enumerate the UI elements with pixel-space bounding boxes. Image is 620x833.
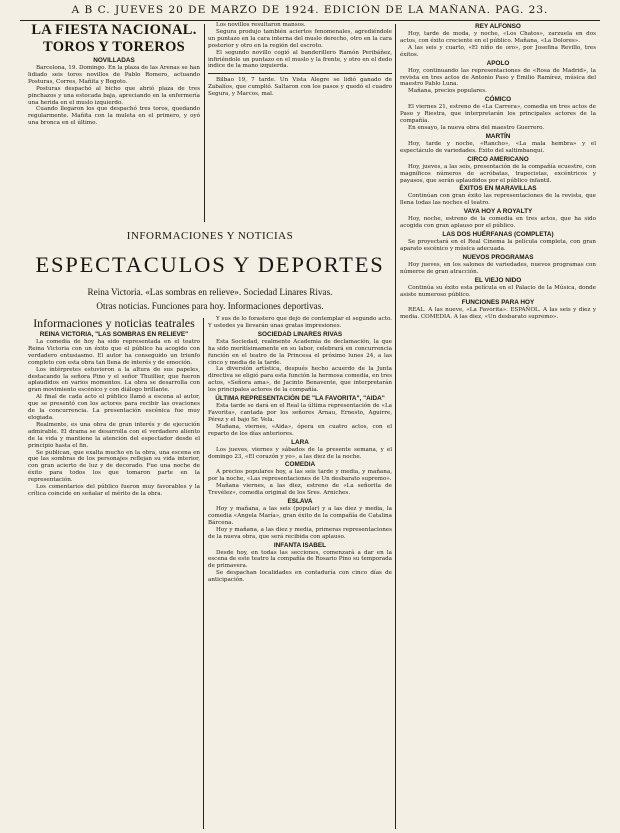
article-para: Los intérpretes estuvieron a la altura de sus papeles, destacando la señora Pino y el señor Thuillier, que fueron aplaudidos en varios momentos. La obra se desarrolla con gran movimiento escénico y con diálogo brillante. <box>28 366 200 394</box>
article-para: A las seis y cuarto, «El niño de oro», por Josefina Revillo, tres éxitos. <box>400 44 596 58</box>
index-line-1: Reina Victoria. «Las sombras en relieve». Sociedad Linares Rivas. <box>87 287 333 297</box>
article-para: La diversión artística, después hecho acuerdo de la Junta directiva se eligió para esta función la hermosa comedia, en tres actos, «Señora ama», de Jacinto Benavente, que interpretarán los principales actores de la compañía. <box>208 366 392 394</box>
item-heading: COMEDIA <box>284 461 316 469</box>
bullfight-para: Cuando llegaron los que despachó tres toros, quedando regularmente. Mañita con la muleta en el primero, y oyó una bronca en el último. <box>28 106 200 127</box>
index-line-2: Otras noticias. Funciones para hoy. Informaciones deportivas. <box>96 301 324 311</box>
theatre-news-title: Informaciones y noticias teatrales <box>33 316 195 330</box>
bullfight-subtitle: NOVILLADAS <box>93 57 135 64</box>
item-heading: LAS DOS HUÉRFANAS (COMPLETA) <box>442 231 554 239</box>
bullfight-para: Segura produjo también aciertos fenomenales, agrediéndole un puntazo en la cara interna del muslo derecho, otro en la cara posterior y otro en la región del escroto. <box>208 28 392 49</box>
article-para: Continúan con gran éxito las representaciones de la revista, que llena todas las noches el teatro. <box>400 193 596 207</box>
item-heading: ÉXITOS EN MARAVILLAS <box>459 185 537 193</box>
item-heading: NUEVOS PROGRAMAS <box>462 253 534 261</box>
article-para: Esta tarde se dará en el Real la última representación de «La Favorita», cantada por los señores Arnau, Ernesto, Aguirre, Pérez y el bajo Sr. Vela. <box>208 403 392 423</box>
article-para: Hoy, jueves, a las seis, presentación de la compañía ecuestre, con magníficos números de acróbatas, trapecistas, excéntricos y payasos, que serán aplaudidos por el público infantil. <box>400 163 596 184</box>
bullfight-para: Posturas despachó al bicho que abrió plaza de tres pinchazos y una estocada baja, apreciando en la enfermería una herida en el muslo izquierdo. <box>28 85 200 106</box>
article-para: Los comentarios del público fueron muy favorables y la crítica coincide en señalar el mérito de la obra. <box>28 484 200 497</box>
item-heading: EL VIEJO NIDO <box>474 276 522 284</box>
article-para: Hoy y mañana, a las seis (popular) y a las diez y media, la comedia «Angela María», gran éxito de la compañía de Catalina Bárcena. <box>208 506 392 526</box>
section-title: ESPECTACULOS Y DEPORTES <box>35 252 385 277</box>
article-para: Hoy jueves, en los salones de variedades, nuevos programas con números de gran atracción. <box>400 261 596 275</box>
item-heading: REY ALFONSO <box>475 23 521 30</box>
column-divider <box>204 24 205 222</box>
article-para: La comedia de hoy ha sido representada en el teatro Reina Victoria con un éxito que el público ha acogido con verdadero entusiasmo. El autor ha conseguido un triunfo completo con esta obra tan llena de interés y de emoción. <box>28 339 200 366</box>
theatre-news-subtitle: REINA VICTORIA, "LAS SOMBRAS EN RELIEVE" <box>39 331 189 338</box>
article-para: Se proyectará en el Real Cinema la película completa, con gran aparato escénico y música adecuada. <box>400 239 596 252</box>
article-para: Se despachan localidades en contaduría con cinco días de anticipación. <box>208 570 392 584</box>
article-para: El viernes 21, estreno de «La Carrera», comedia en tres actos de Paso y Riestra, que interpretarán los principales actores de la compañía. <box>400 104 596 125</box>
column-divider <box>203 318 204 829</box>
article-para: Hoy, noche, estreno de la comedia en tres actos, que ha sido acogida con gran aplauso por el público. <box>400 216 596 230</box>
item-heading: FUNCIONES PARA HOY <box>461 299 535 307</box>
article-para: Y sus de lo forastero que dejó de contemplar el segundo acto. Y ustedes ya llevarán unas gratas impresiones. <box>208 316 392 329</box>
item-heading: CIRCO AMERICANO <box>467 155 529 163</box>
article-para: Se publican, que exalta mucho en la obra, una escena en que las sombras de los personajes reflejan su vida interior, con gran acierto de luz y de decorado. Fue una noche de éxito para todos los que tomaron parte en la representación. <box>28 449 200 484</box>
article-para: Hoy y mañana, a las diez y media, primeras representaciones de la nueva obra, que será recibida con aplauso. <box>208 526 392 540</box>
article-para: Mañana, precios populares. <box>408 88 487 95</box>
bullfight-article <box>28 22 200 222</box>
divider <box>208 73 392 74</box>
item-heading: LARA <box>291 438 309 446</box>
bullfight-para: Bilbao 19, 7 tarde. Un Vista Alegre se lidió ganado de Zabalíos, que cumplió. Saltaron con los pasos y quedó el cuadro Segura, y Marcos, mal. <box>208 77 392 98</box>
item-heading: SOCIEDAD LINARES RIVAS <box>257 330 343 338</box>
bullfight-title: LA FIESTA NACIONAL. TOROS Y TOREROS <box>31 22 197 55</box>
item-heading: ÚLTIMA REPRESENTACIÓN DE "LA FAVORITA", "AIDA" <box>215 395 385 403</box>
article-para: Hoy, tarde y noche, «Rancho», «La mala hembra» y el espectáculo de variedades. Éxito del saltimbanqui. <box>400 140 596 154</box>
column-divider <box>395 24 396 829</box>
item-heading: INFANTA ISABEL <box>273 541 327 549</box>
article-para: Mañana viernes, a las diez, estreno de «La señorita de Trevélez», comedia original de los Sres. Arniches. <box>208 483 392 497</box>
item-heading: VAYA HOY A ROYALTY <box>463 208 533 216</box>
item-heading: ESLAVA <box>287 498 313 506</box>
article-para: A precios populares hoy, a las seis tarde y media, y mañana, por la noche, «Las representaciones de Un desbarato supremo». <box>208 469 392 483</box>
bullfight-continuation <box>208 22 392 222</box>
page-header: A B C. JUEVES 20 DE MARZO DE 1924. EDICIÓN DE LA MAÑANA. PAG. 23. <box>20 4 600 21</box>
bullfight-para: Barcelona, 19. Domingo. En la plaza de las Arenas se han lidiado seis toros novillos de Pablo Romero, actuando Posturas, Corres, Mañita y Bogoto. <box>28 65 200 85</box>
article-para: REAL. A las nueve, «La Favorita». ESPAÑOL. A las seis y diez y media. COMEDIA. A las diez, «Un desbarato supremo». <box>400 307 596 321</box>
right-column <box>400 22 596 831</box>
article-para: Mañana, viernes, «Aida», ópera en cuatro actos, con el reparto de los días anteriores. <box>208 423 392 437</box>
info-heading: INFORMACIONES Y NOTICIAS <box>126 230 294 242</box>
article-para: Esta Sociedad, realmente Academia de declamación, la que ha sido meritísimamente en su labor, celebrará en concurrencia función en el teatro de la Princesa el próximo lunes 24, a las cinco y media de la tarde. <box>208 338 392 366</box>
article-para: Hoy, continuando las representaciones de «Rosa de Madrid», la revista en tres actos de Antonio Paso y Emilio Ramírez, música del maestro Pablo Luna. <box>400 67 596 88</box>
article-para: Continúa su éxito esta película en el Palacio de la Música, donde asiste numeroso público. <box>400 284 596 298</box>
article-para: Realmente, es una obra de gran interés y de ejecución admirable. El drama se desarrolla con el verdadero aliento de la vida y mantiene la atención del espectador desde el principio hasta el fin. <box>28 421 200 449</box>
article-para: Desde hoy, en todas las secciones, comenzará a dar en la escena de este teatro la compañía de Rosario Pino su temporada de primavera. <box>208 549 392 570</box>
item-heading: MARTÍN <box>485 132 511 140</box>
article-para: En ensayo, la nueva obra del maestro Guerrero. <box>408 124 545 131</box>
article-para: Los jueves, viernes y sábados de la presente semana, y el domingo 23, «El corazón y yo», a las diez de la noche. <box>208 446 392 460</box>
item-heading: CÓMICO <box>484 96 512 104</box>
theatre-news-column <box>28 316 200 831</box>
middle-column <box>208 316 392 831</box>
bullfight-para: Los novillos resultaron mansos. <box>216 22 306 28</box>
item-heading: APOLO <box>486 59 510 67</box>
article-para: Hoy, tarde de moda, y noche, «Los Chatos», zarzuela en dos actos, con éxito creciente en el público. Mañana, «La Dolores». <box>400 31 596 44</box>
bullfight-para: El segundo novillo cogió al banderillero Ramón Peribáñez, infiriéndole un puntazo en el muslo y la frente, y otro en el dedo índice de la mano izquierda. <box>208 49 392 70</box>
article-para: Al final de cada acto el público llamó a escena al autor, que se presentó con los actores para recibir las ovaciones de la concurrencia. La presentación escénica fue muy elogiada. <box>28 394 200 421</box>
